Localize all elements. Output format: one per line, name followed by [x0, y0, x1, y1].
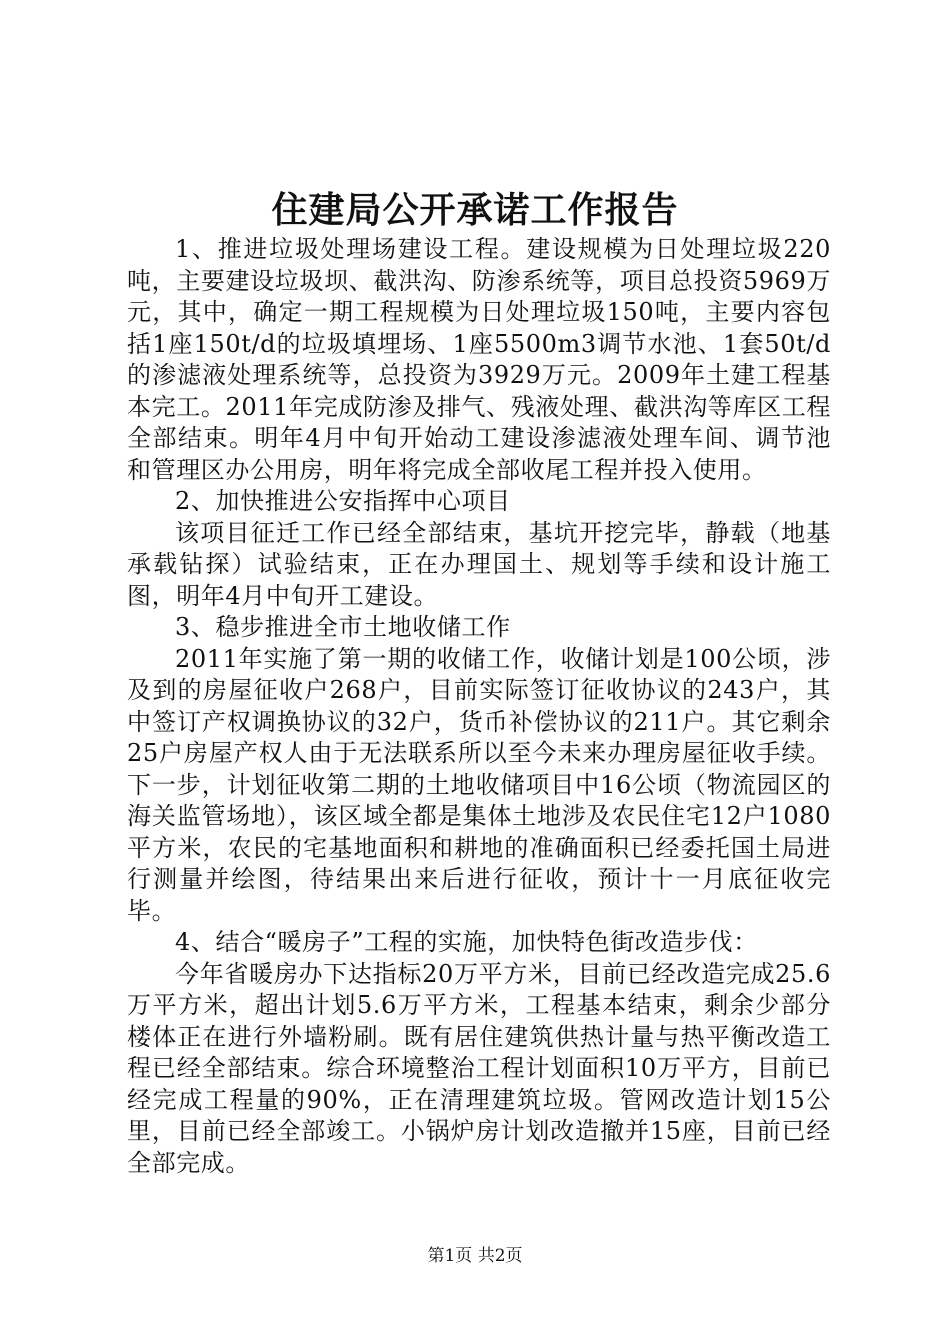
paragraph-5: 2011年实施了第一期的收储工作，收储计划是100公顷，涉及到的房屋征收户268户，目前实际签订征收协议的243户，其中签订产权调换协议的32户，货币补偿协议的211户。其它剩余25户房屋产权人由于无法联系所以至今未来办理房屋征收手续。下一步，计划征收第二期的土地收储项目中16公顷（物流园区的海关监管场地），该区域全都是集体土地涉及农民住宅12户1080平方米，农民的宅基地面积和耕地的准确面积已经委托国土局进行测量并绘图，待结果出来后进行征收，预计十一月底征收完毕。: [127, 644, 831, 925]
paragraph-2-heading: 2、加快推进公安指挥中心项目: [175, 487, 511, 515]
paragraph-6-heading: 4、结合“暖房子”工程的实施，加快特色街改造步伐：: [175, 928, 758, 956]
document-body: [127, 234, 831, 1179]
paragraph-3: 该项目征迁工作已经全部结束，基坑开挖完毕，静载（地基承载钻探）试验结束，正在办理国土、规划等手续和设计施工图，明年4月中旬开工建设。: [127, 518, 831, 610]
paragraph-1: 1、推进垃圾处理场建设工程。建设规模为日处理垃圾220吨，主要建设垃圾坝、截洪沟、防渗系统等，项目总投资5969万元，其中，确定一期工程规模为日处理垃圾150吨，主要内容包括1座150t/d的垃圾填埋场、1座5500m3调节水池、1套50t/d的渗滤液处理系统等，总投资为3929万元。2009年土建工程基本完工。2011年完成防渗及排气、残液处理、截洪沟等库区工程全部结束。明年4月中旬开始动工建设渗滤液处理车间、调节池和管理区办公用房，明年将完成全部收尾工程并投入使用。: [127, 235, 831, 484]
paragraph-7: 今年省暖房办下达指标20万平方米，目前已经改造完成25.6万平方米，超出计划5.6万平方米，工程基本结束，剩余少部分楼体正在进行外墙粉刷。既有居住建筑供热计量与热平衡改造工程已经全部结束。综合环境整治工程计划面积10万平方，目前已经完成工程量的90%，正在清理建筑垃圾。管网改造计划15公里，目前已经全部竣工。小锅炉房计划改造撤并15座，目前已经全部完成。: [127, 959, 831, 1177]
paragraph-4-heading: 3、稳步推进全市土地收储工作: [175, 613, 511, 641]
document-title: 住建局公开承诺工作报告: [271, 189, 679, 231]
page-number: 第1页 共2页: [427, 1246, 523, 1266]
